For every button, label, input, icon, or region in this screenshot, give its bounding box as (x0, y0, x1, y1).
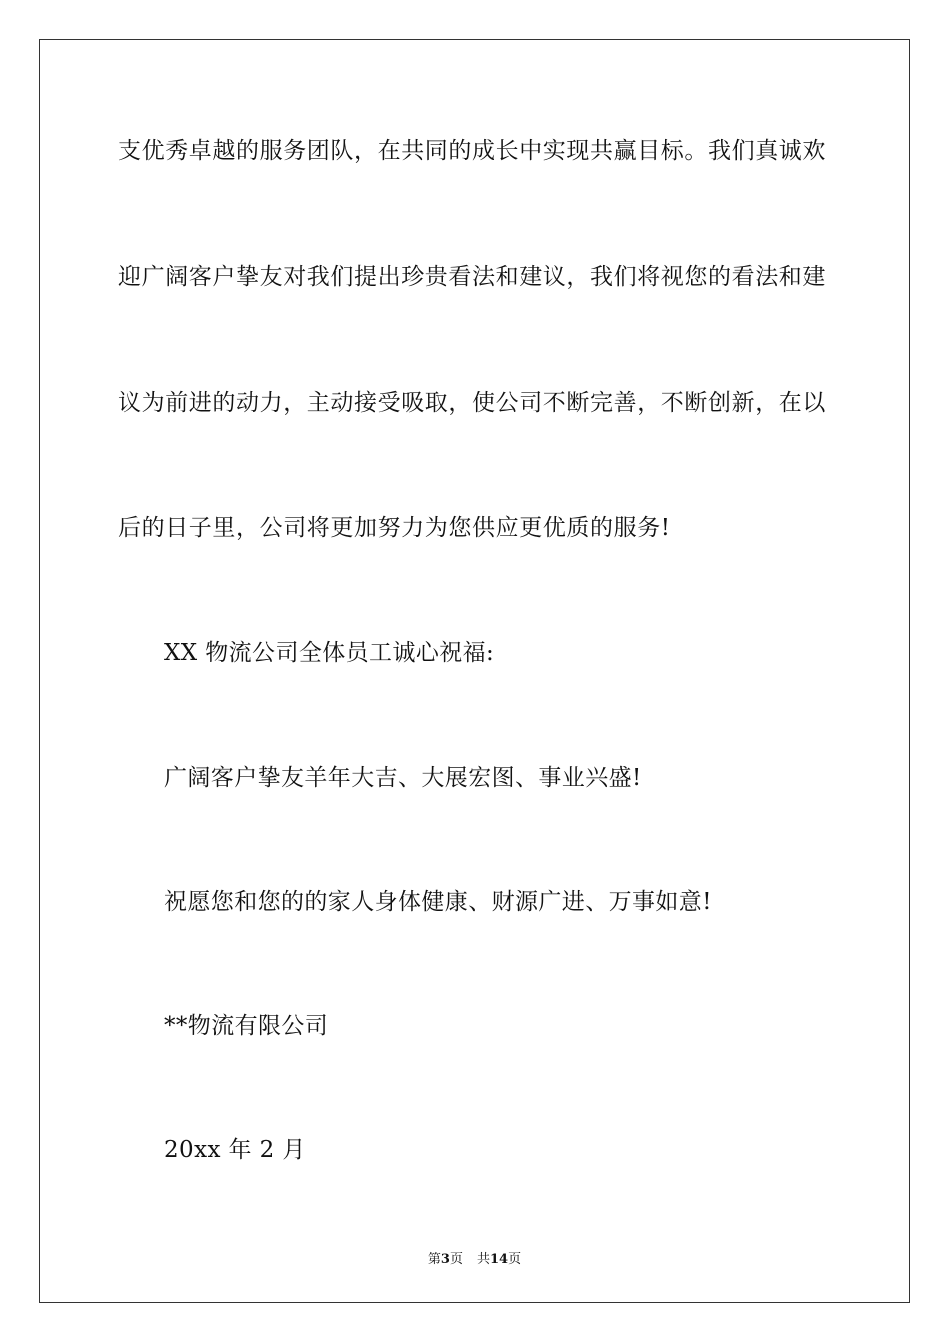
wish-line-1: 广阔客户挚友羊年大吉、大展宏图、事业兴盛! (164, 765, 642, 791)
greeting-sender: XX 物流公司全体员工诚心祝福: (164, 640, 495, 666)
signature-date: 20xx 年 2 月 (164, 1137, 306, 1163)
total-suffix: 页 (508, 1252, 522, 1267)
body-text-line-4: 后的日子里，公司将更加努力为您供应更优质的服务! (118, 515, 671, 541)
current-page-number: 3 (440, 1252, 450, 1267)
body-text-line-3: 议为前进的动力，主动接受吸取，使公司不断完善，不断创新，在以 (118, 390, 826, 416)
body-text-line-1: 支优秀卓越的服务团队，在共同的成长中实现共赢目标。我们真诚欢 (118, 138, 826, 164)
total-page-count: 14 (489, 1252, 509, 1267)
page-footer (40, 1248, 909, 1267)
wish-line-2: 祝愿您和您的的家人身体健康、财源广进、万事如意! (164, 889, 712, 915)
page-prefix: 第 (427, 1252, 441, 1267)
page-suffix: 页 (449, 1252, 463, 1267)
body-text-line-2: 迎广阔客户挚友对我们提出珍贵看法和建议，我们将视您的看法和建 (118, 264, 826, 290)
company-signature: **物流有限公司 (164, 1013, 329, 1039)
document-page (39, 39, 910, 1303)
total-prefix: 共 (476, 1252, 490, 1267)
